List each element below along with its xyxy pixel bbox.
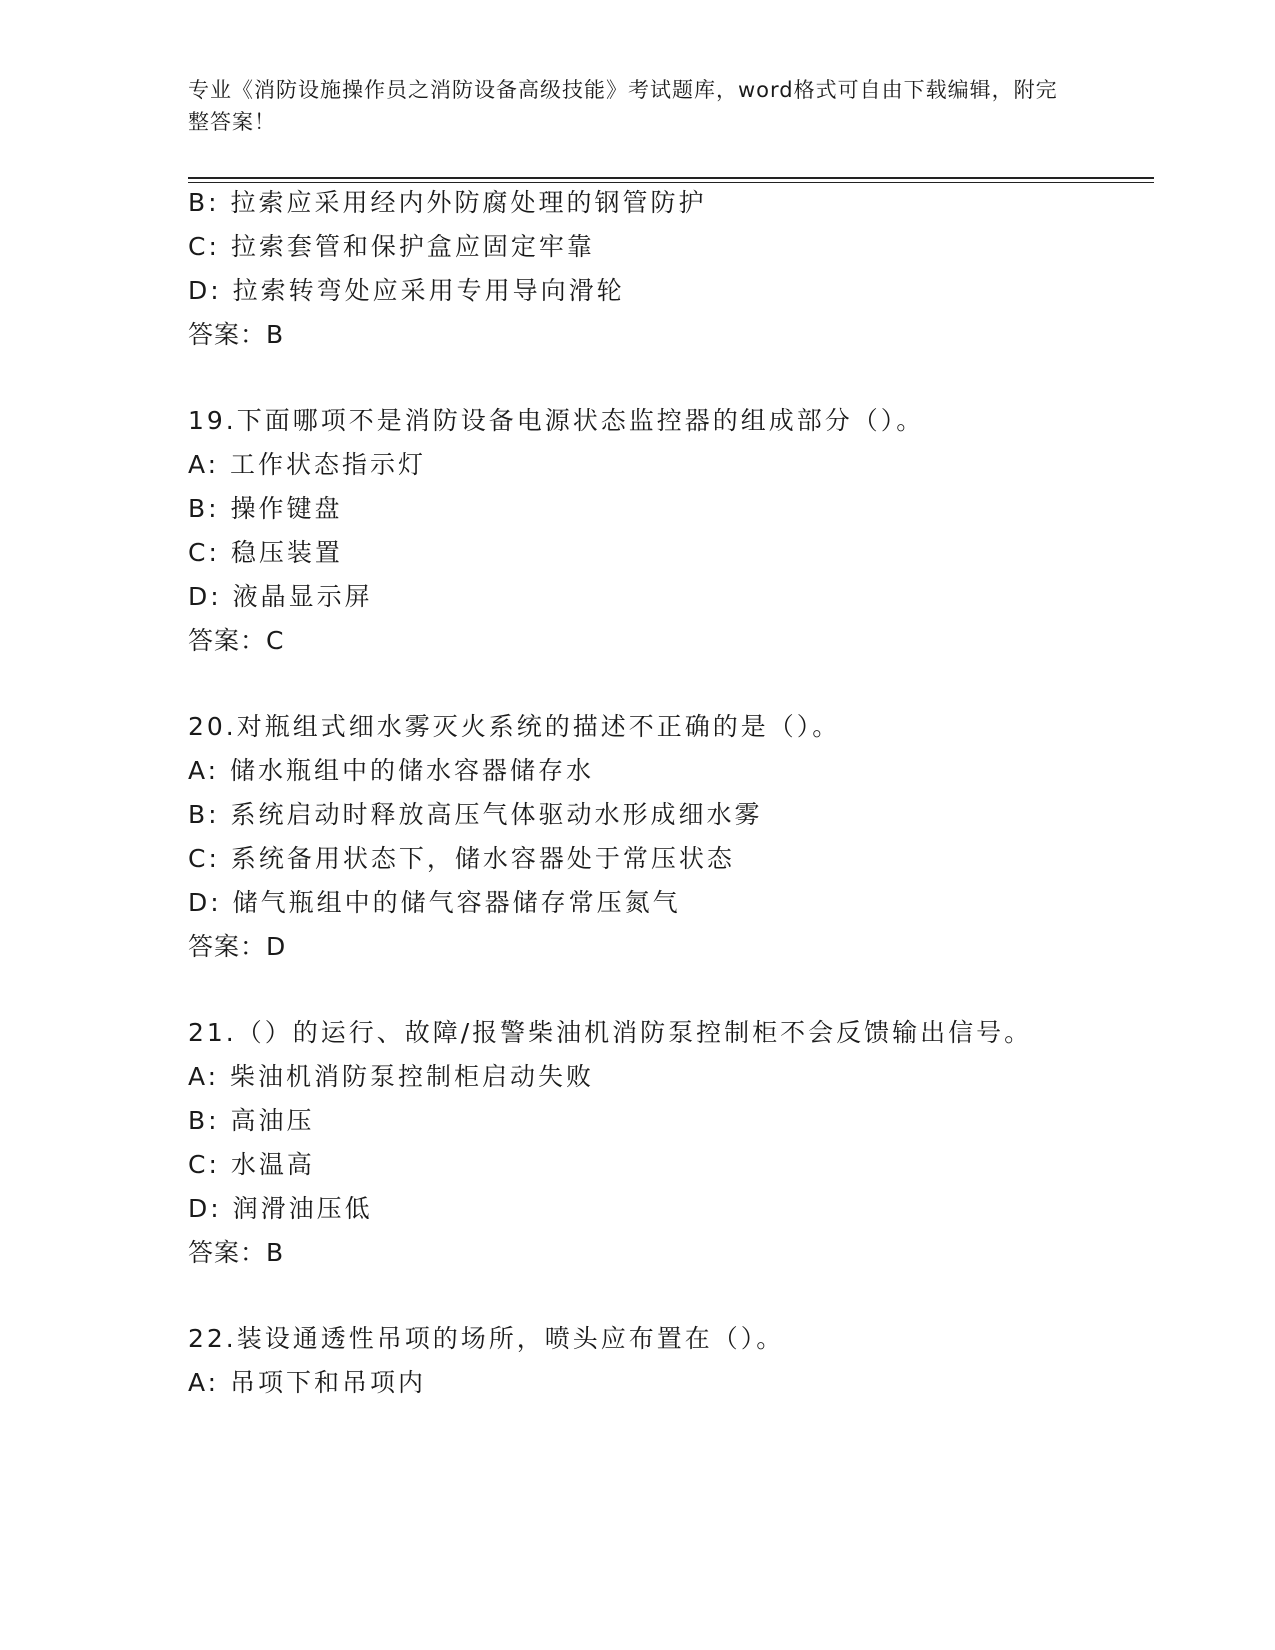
option-a: A: 储水瓶组中的储水容器储存水 [188, 756, 595, 785]
option-c: C: 系统备用状态下，储水容器处于常压状态 [188, 844, 735, 873]
answer-line: 答案：B [188, 320, 285, 349]
answer-line: 答案：B [188, 1238, 285, 1267]
option-d: D: 储气瓶组中的储气容器储存常压氮气 [188, 888, 681, 917]
option-d: D: 润滑油压低 [188, 1194, 373, 1223]
answer-line: 答案：C [188, 626, 285, 655]
question-stem: 19.下面哪项不是消防设备电源状态监控器的组成部分（）。 [188, 406, 925, 435]
option-b: B: 操作键盘 [188, 494, 343, 523]
option-c: C: 水温高 [188, 1150, 315, 1179]
option-d: D: 液晶显示屏 [188, 582, 373, 611]
option-c: C: 拉索套管和保护盒应固定牢靠 [188, 232, 595, 261]
option-b: B: 系统启动时释放高压气体驱动水形成细水雾 [188, 800, 763, 829]
question-stem: 20.对瓶组式细水雾灭火系统的描述不正确的是（）。 [188, 712, 841, 741]
header-divider-thin [188, 182, 1154, 183]
option-b: B: 拉索应采用经内外防腐处理的钢管防护 [188, 188, 707, 217]
option-a: A: 吊项下和吊项内 [188, 1368, 427, 1397]
option-a: A: 工作状态指示灯 [188, 450, 427, 479]
answer-line: 答案：D [188, 932, 287, 961]
option-c: C: 稳压装置 [188, 538, 343, 567]
document-intro: 专业《消防设施操作员之消防设备高级技能》考试题库，word格式可自由下载编辑，附完整答案！ [188, 78, 1058, 134]
question-stem: 21.（）的运行、故障/报警柴油机消防泵控制柜不会反馈输出信号。 [188, 1018, 1033, 1047]
question-stem: 22.装设通透性吊项的场所，喷头应布置在（）。 [188, 1324, 785, 1353]
header-divider [188, 177, 1154, 179]
option-b: B: 高油压 [188, 1106, 315, 1135]
option-d: D: 拉索转弯处应采用专用导向滑轮 [188, 276, 625, 305]
option-a: A: 柴油机消防泵控制柜启动失败 [188, 1062, 595, 1091]
